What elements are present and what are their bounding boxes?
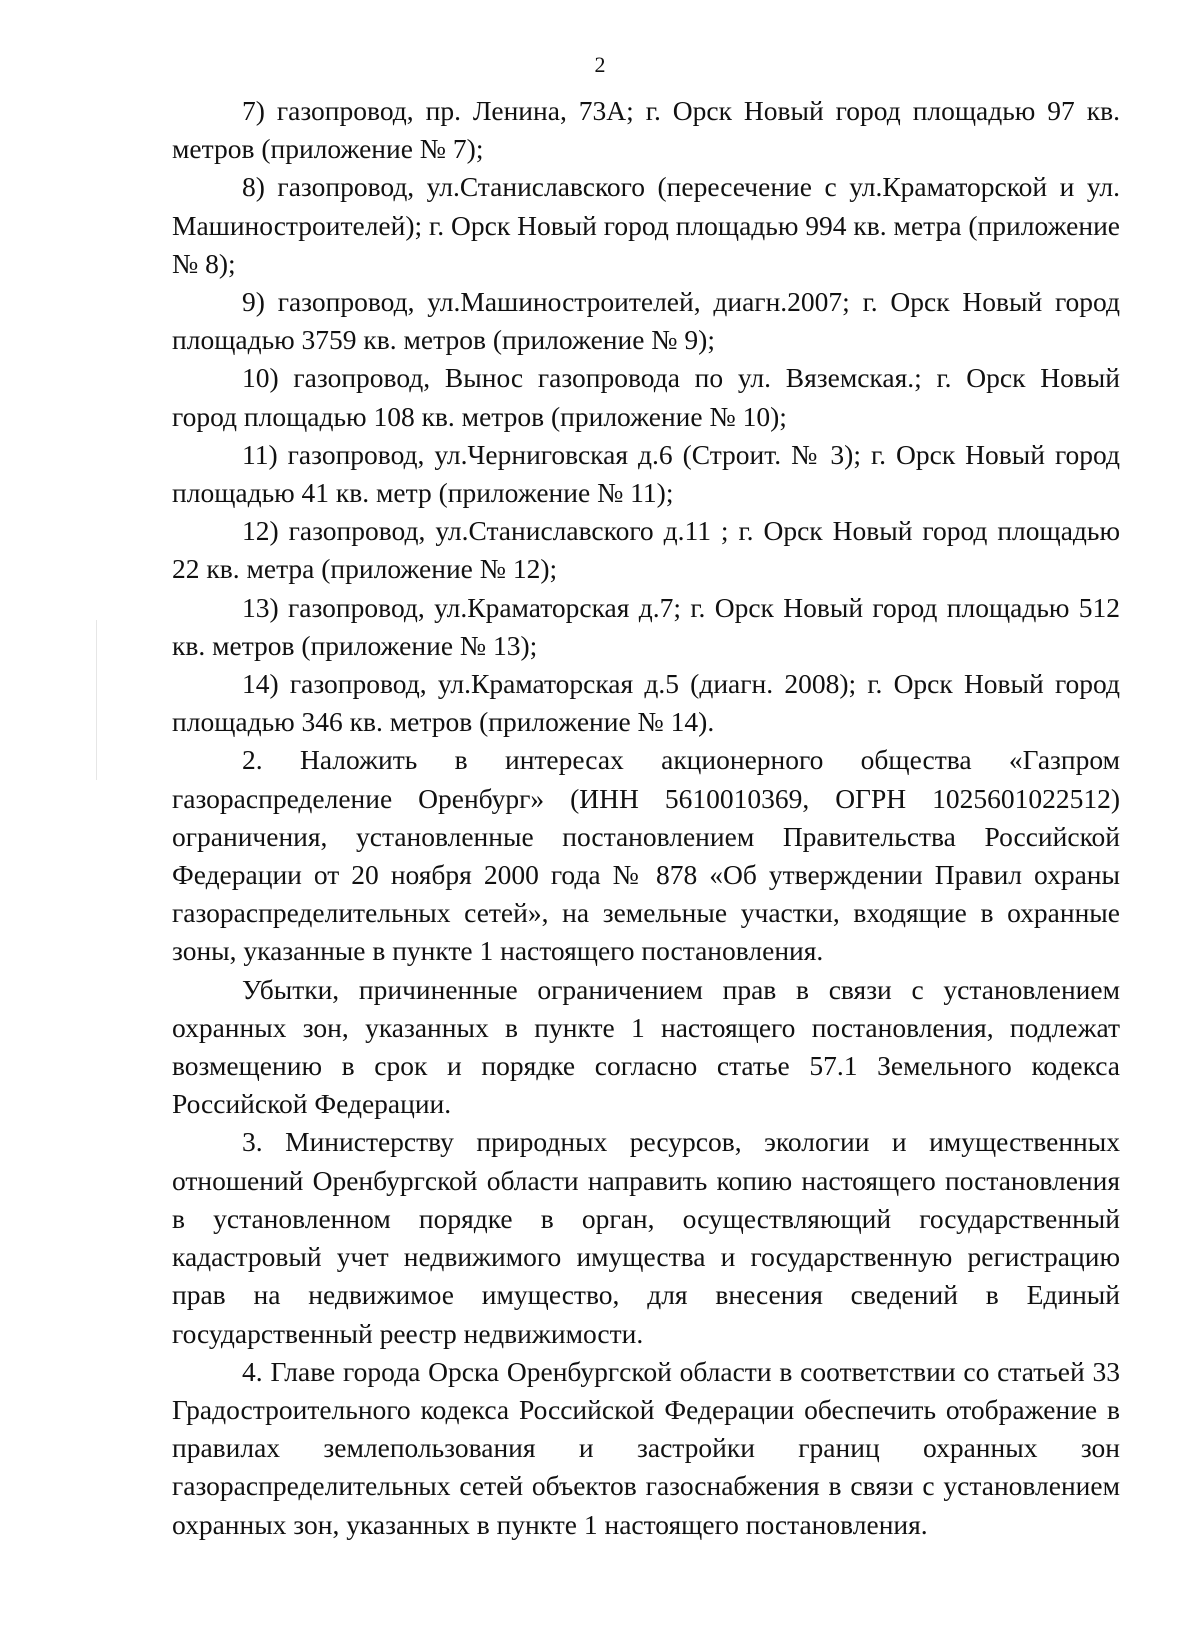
paragraph-item-14: 14) газопровод, ул.Краматорская д.5 (диагн. 2008); г. Орск Новый город площадью 346 кв. метров (приложение № 14). xyxy=(172,668,1120,738)
document-body xyxy=(172,92,1120,1544)
paragraph-item-11: 11) газопровод, ул.Черниговская д.6 (Строит. № 3); г. Орск Новый город площадью 41 кв. метр (приложение № 11); xyxy=(172,438,1120,509)
paragraph-item-10: 10) газопровод, Вынос газопровода по ул. Вяземская.; г. Орск Новый город площадью 108 кв. метров (приложение № 10); xyxy=(172,362,1120,432)
paragraph-item-12: 12) газопровод, ул.Станиславского д.11 ; г. Орск Новый город площадью 22 кв. метра (приложение № 12); xyxy=(172,515,1120,585)
paragraph-item-13: 13) газопровод, ул.Краматорская д.7; г. Орск Новый город площадью 512 кв. метров (приложение № 13); xyxy=(172,591,1120,661)
paragraph-item-8: 8) газопровод, ул.Станиславского (пересечение с ул.Краматорской и ул. Машиностроителей); г. Орск Новый город площадью 994 кв. метра (приложение № 8); xyxy=(172,171,1120,279)
scan-artifact-line xyxy=(96,620,97,780)
paragraph-item-9: 9) газопровод, ул.Машиностроителей, диагн.2007; г. Орск Новый город площадью 3759 кв. метров (приложение № 9); xyxy=(172,286,1120,356)
paragraph-item-7: 7) газопровод, пр. Ленина, 73А; г. Орск Новый город площадью 97 кв. метров (приложение № 7); xyxy=(172,95,1120,165)
paragraph-section-4: 4. Главе города Орска Оренбургской области в соответствии со статьей 33 Градостроительного кодекса Российской Федерации обеспечить отображение в правилах землепользования и застройки границ охранных зон газораспределительных сетей объектов газоснабжения в связи с установлением охранных зон, указанных в пункте 1 настоящего постановления. xyxy=(172,1355,1120,1540)
paragraph-losses: Убытки, причиненные ограничением прав в связи с установлением охранных зон, указанных в пункте 1 настоящего постановления, подлежат возмещению в срок и порядке согласно статье 57.1 Земельного кодекса Российской Федерации. xyxy=(172,973,1120,1120)
page-number: 2 xyxy=(594,52,606,77)
paragraph-section-2: 2. Наложить в интересах акционерного общества «Газпром газораспределение Оренбург» (ИНН 5610010369, ОГРН 1025601022512) ограничения, установленные постановлением Правительства Российской Федерации от 20 ноября 2000 года № 878 «Об утверждении Правил охраны газораспределительных сетей», на земельные участки, входящие в охранные зоны, указанные в пункте 1 настоящего постановления. xyxy=(172,744,1120,967)
paragraph-section-3: 3. Министерству природных ресурсов, экологии и имущественных отношений Оренбургской области направить копию настоящего постановления в установленном порядке в орган, осуществляющий государственный кадастровый учет недвижимого имущества и государственную регистрацию прав на недвижимое имущество, для внесения сведений в Единый государственный реестр недвижимости. xyxy=(172,1126,1120,1349)
